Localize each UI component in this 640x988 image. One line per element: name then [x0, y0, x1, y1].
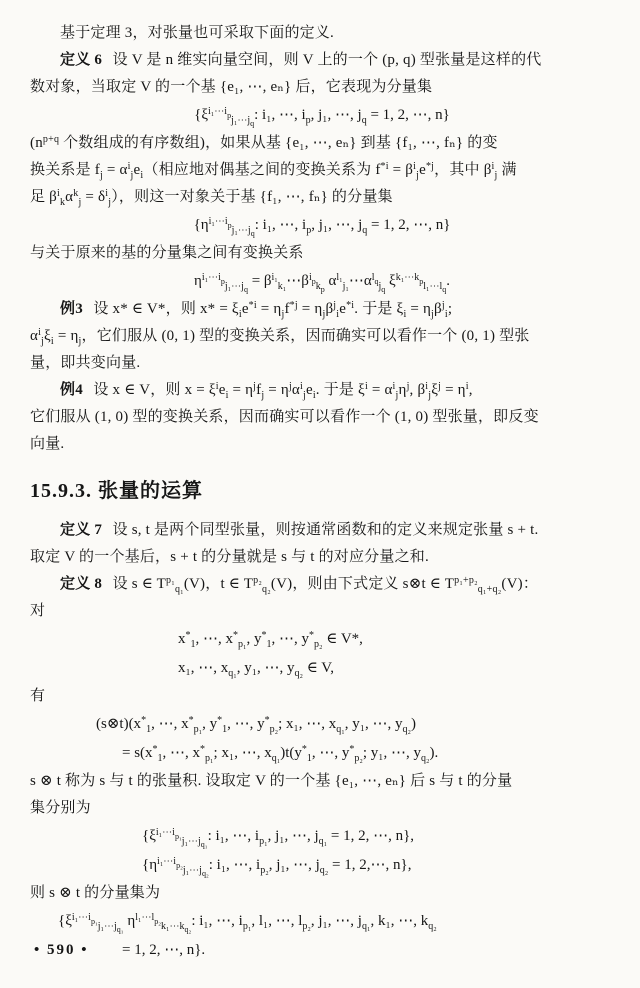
def6-text-3: ($n^{p+q}$ 个数组成的有序数组)，如果从基 {e₁, ⋯, eₙ} 到基 {f₁, ⋯, fₙ} 的变: [30, 134, 498, 151]
line-ex3-2: [30, 323, 614, 350]
def8-label: 定义 8: [60, 576, 103, 592]
formula-s-components: [142, 822, 614, 851]
line-def7-2: [30, 544, 614, 571]
line-def8-dui: [30, 598, 614, 625]
intro-text: 基于定理 3，对张量也可采取下面的定义.: [60, 25, 335, 41]
ex4-text-1: 设 x ∈ V，则 $x = \xi^ie_i = \eta^jf_j = \eta^j\alpha^i_je_i$. 于是 $\xi^i = \alpha^i_j\eta^j$, $\beta^i_j\xi^j = \eta^i$,: [93, 381, 473, 401]
ex3-label: 例3: [60, 301, 83, 317]
formula-product-components-2: [122, 936, 614, 965]
formula-t-components: [142, 851, 614, 880]
ex4-text-3: 向量.: [30, 436, 65, 452]
def6-label: 定义 6: [60, 52, 103, 68]
formula-s-components-text: {$\xi^{i_1\cdots i_{p_1}}_{j_1\cdots j_{q_1}}$: i₁, ⋯, $i_{p_1}$, j₁, ⋯, $j_{q_1} = 1$, 2, ⋯, n},: [142, 827, 415, 850]
page-number: • 590 •: [34, 942, 89, 958]
def6-text-4: 换关系是 $f_j = \alpha^i_je_i$（相应地对偶基之间的变换关系为 $f^{*i} = \beta^i_je^{*j}$，其中 $\beta^i_j$ 满: [30, 161, 517, 181]
formula-product-components-1: [58, 907, 614, 936]
line-def6-4: [30, 157, 614, 184]
ex4-text-2: 它们服从 (1, 0) 型的变换关系，因而确实可以看作一个 (1, 0) 型张量，即反变: [30, 409, 539, 425]
def6-text-1: 设 V 是 n 维实向量空间，则 V 上的一个 (p, q) 型张量是这样的代: [112, 52, 542, 68]
line-def7-1: [30, 517, 614, 544]
line-ex4-1: [30, 377, 614, 404]
formula-xi-component-set-text: {$\xi^{i_1\cdots i_p}_{j_1\cdots j_q}$: i₁, ⋯, $i_p$, j₁, ⋯, $j_q = 1$, 2, ⋯, n}: [194, 106, 450, 129]
formula-xi-component-set: [30, 101, 614, 130]
def8-dui-text: 对: [30, 603, 46, 619]
def6-text-6: 与关于原来的基的分量集之间有变换关系: [30, 245, 304, 261]
line-def6-2: [30, 74, 614, 101]
line-intro: [30, 20, 614, 47]
formula-eta-component-set: [30, 211, 614, 240]
def7-label: 定义 7: [60, 522, 103, 538]
def6-text-5: 足 $\beta^i_k\alpha^k_j = \delta^i_j$），则这一对象关于基 {f₁, ⋯, fₙ} 的分量集: [30, 188, 393, 208]
ex4-label: 例4: [60, 382, 83, 398]
formula-tensor-product-2: [122, 739, 614, 768]
line-ex3-3: [30, 350, 614, 377]
formula-vectors-text: x₁, ⋯, $x_{q_1}$, y₁, ⋯, $y_{q_2}$ ∈ V,: [178, 660, 334, 679]
line-def8-1: [30, 571, 614, 598]
formula-transformation-law: [30, 267, 614, 296]
line-def8-4: [30, 880, 614, 907]
def8-text-3: 集分别为: [30, 800, 91, 816]
line-def8-you: [30, 683, 614, 710]
formula-dual-vectors: [178, 625, 614, 654]
formula-tensor-product-2-text: = $s(x^*_1$, ⋯, $x^*_{p_1}$; x₁, ⋯, $x_{q_1})t(y^*_1$, ⋯, $y^*_{p_2}$; y₁, ⋯, $y_{q_2}$).: [122, 744, 439, 764]
formula-tensor-product-1: [96, 710, 614, 739]
def7-text-1: 设 s, t 是两个同型张量，则按通常函数和的定义来规定张量 s + t.: [112, 522, 539, 538]
def6-text-2: 数对象，当取定 V 的一个基 {e₁, ⋯, eₙ} 后，它表现为分量集: [30, 79, 433, 95]
formula-product-components-2-text: = 1, 2, ⋯, n}.: [122, 942, 206, 958]
formula-t-components-text: {$\eta^{i_1\cdots i_{p_2}}_{j_1\cdots j_{q_2}}$: i₁, ⋯, $i_{p_2}$, j₁, ⋯, $j_{q_2} = 1$, 2,⋯, n},: [142, 856, 412, 879]
line-def6-6: [30, 240, 614, 267]
section-heading-text: 15.9.3. 张量的运算: [30, 480, 203, 502]
def8-text-1: 设 s ∈ $T^{p_1}_{q_1}(V)$，t ∈ $T^{p_2}_{q_2}(V)$，则由下式定义 s⊗t ∈ $T^{p_1+p_2}_{q_1+q_2}(V)$：: [112, 575, 539, 595]
line-def6-1: [30, 47, 614, 74]
def8-text-2: s ⊗ t 称为 s 与 t 的张量积. 设取定 V 的一个基 {e₁, ⋯, eₙ} 后 s 与 t 的分量: [30, 773, 513, 789]
formula-dual-vectors-text: $x^*_1$, ⋯, $x^*_{p_1}$, $y^*_1$, ⋯, $y^*_{p_2}$ ∈ V*,: [178, 630, 363, 650]
formula-vectors: [178, 654, 614, 683]
formula-transformation-law-text: $\eta^{i_1\cdots i_p}_{j_1\cdots j_q}$ = $\beta^{i_1}_{k_1}\cdots\beta^{i_p}_{k_p}$ $\alpha^{l_1}_{j_1}\cdots\alpha^{l_q}_{j_q}$ $\xi^{k_1\cdots k_p}_{l_1\cdots l_q}$.: [193, 272, 451, 295]
line-def8-2: [30, 768, 614, 795]
def7-text-2: 取定 V 的一个基后，s + t 的分量就是 s 与 t 的对应分量之和.: [30, 549, 429, 565]
ex3-text-2: $\alpha^i_j\xi_i = \eta_j$，它们服从 (0, 1) 型的变换关系，因而确实可以看作一个 (0, 1) 型张: [30, 327, 530, 347]
ex3-text-3: 量，即共变向量.: [30, 355, 141, 371]
ex3-text-1: 设 x* ∈ V*，则 $x* = \xi_ie^{*i} = \eta_jf^{*j} = \eta_j\beta^j_ie^{*i}$. 于是 $\xi_i = \eta_j\beta^j_i$;: [93, 300, 453, 320]
line-ex3-1: [30, 296, 614, 323]
formula-tensor-product-1-text: $(s\otimes t)(x^*_1$, ⋯, $x^*_{p_1}$, $y^*_1$, ⋯, $y^*_{p_2}$; x₁, ⋯, $x_{q_1}$, y₁, ⋯, $y_{q_2}$): [96, 715, 416, 735]
line-ex4-2: [30, 404, 614, 431]
def8-text-4: 则 s ⊗ t 的分量集为: [30, 885, 161, 901]
section-heading: [30, 478, 614, 504]
line-def6-5: [30, 184, 614, 211]
line-ex4-3: [30, 431, 614, 458]
formula-eta-component-set-text: {$\eta^{i_1\cdots i_p}_{j_1\cdots j_q}$: i₁, ⋯, $i_p$, j₁, ⋯, $j_q = 1$, 2, ⋯, n}: [193, 216, 451, 239]
def8-you-text: 有: [30, 688, 46, 704]
line-def6-3: [30, 130, 614, 157]
line-def8-3: [30, 795, 614, 822]
formula-product-components-1-text: {$\xi^{i_1\cdots i_{p_1}}_{j_1\cdots j_{q_1}}$ $\eta^{l_1\cdots l_{p_2}}_{k_1\cdots k_{q_2}}$: i₁, ⋯, $i_{p_1}$, l₁, ⋯, $l_{p_2}$, j₁, ⋯, $j_{q_1}$, k₁, ⋯, $k_{q_2}$: [58, 912, 437, 935]
